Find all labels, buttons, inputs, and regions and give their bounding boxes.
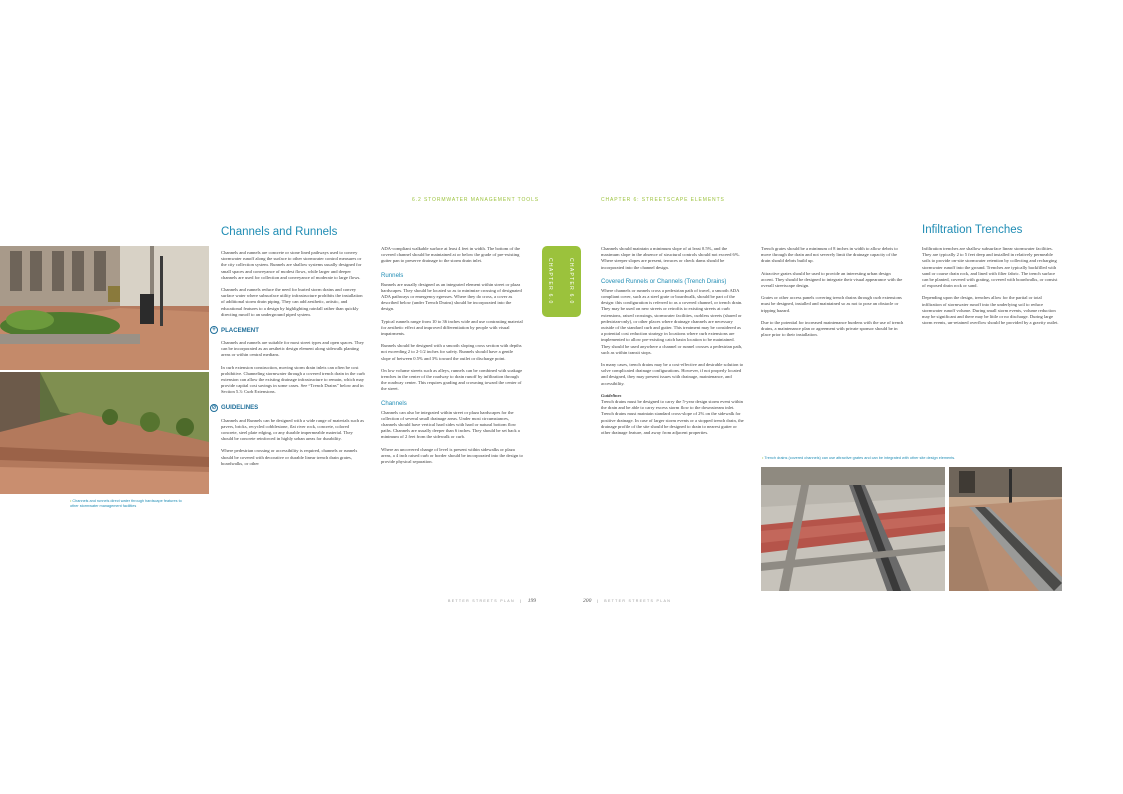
right-column-3 — [601, 246, 744, 442]
caption-bullet-icon: • — [762, 456, 764, 460]
runnels-paragraph-3: Runnels should be designed with a smooth sloping cross section with depths not exceeding 2 to 2-1/2 inches for safety. Runnels should have a gentle slope of between 0.5% and 3% toward the outlet or discharge point. — [381, 343, 522, 361]
channels-heading: Channels — [381, 399, 407, 407]
folio-left-divider: | — [520, 599, 523, 603]
photo-street-planter-image — [0, 246, 209, 370]
footer-right — [583, 598, 671, 604]
channels-paragraph-2: Where an uncovered change of level is present within sidewalks or plaza areas, a 4 inch raised curb or border should be incorporated into the design to provide physical separation. — [381, 446, 523, 465]
access-panel-paragraph: Grates or other access panels covering trench drains through curb extensions must be designed, installed and maintained so as not to pose an obstacle or tripping hazard. — [761, 295, 902, 313]
guidelines-paragraph-1: Channels and Runnels can be designed with a wide range of materials such as pavers, bricks, recycled cobblestone, flat river rock, concrete, colored concrete, steel plate edging, or any durable impermeable material. They should be concrete reinforced in highly urban areas for durability. — [221, 417, 365, 442]
guidelines-heading — [210, 404, 365, 412]
covered-runnels-heading: Covered Runnels or Channels (Trench Drains) — [601, 277, 727, 285]
covered-paragraph-2: In many cases, trench drains may be a cost-effective and desirable solution to solve complicated drainage configurations. However, if not properly located and designed, they may present issues with drainage, maintenance, and accessibility. — [601, 362, 744, 386]
photo-caption-left-text: Channels and runnels direct water through hardscape features to other stormwater management facilities — [70, 499, 182, 508]
ada-paragraph: ADA-compliant walkable surface at least 4 feet in width. The bottom of the covered channel should be maintained at or below the grade of pre-existing gutter pan to preserve drainage to the storm drain inlet. — [381, 246, 521, 264]
photo-trench-drain-plaza-image — [761, 467, 945, 591]
right-column-4 — [761, 246, 904, 344]
placement-heading-label: PLACEMENT — [221, 326, 259, 334]
photo-trench-drain-plaza — [761, 467, 945, 591]
channels-paragraph-1: Channels can also be integrated within street or plaza hardscapes for the collection of several small drainage areas. Under most circumstances, channels should have vertical hard sides with hard or natural bottom flow paths. Channels are usually deeper than 6 inches. They should be set back a minimum of 2 feet from the sidewalk or curb. — [381, 409, 520, 440]
intro-paragraph-1: Channels and runnels are concrete or stone lined pathways used to convey stormwater runoff along the surface to other stormwater control measures or the city collection system. Runnels are shallow systems usually designed for small spaces and conveyance of modest flows, while larger and deeper channels are used for collection and conveyance of moderate to large flows. — [221, 250, 362, 280]
caption-bullet-icon: • — [70, 499, 72, 503]
runnels-paragraph-1: Runnels are usually designed as an integrated element within street or plaza hardscapes. They should be located so as to minimize crossing of designated ADA pathways or emergency egresses. Where they do cross, a cover as described below (under Trench Drains) should be incorporated into the design. — [381, 281, 522, 312]
intro-paragraph-2: Channels and runnels reduce the need for buried storm drains and convey surface water where subsurface utility infrastructure prohibits the installation of additional storm drain piping. They can add aesthetic, artistic, and educational features to a design by highlighting rainfall rather than quickly directing runoff to an underground piped system. — [221, 287, 363, 317]
grate-design-paragraph: Attractive grates should be used to provide an interesting urban design accent. They should be designed to integrate their visual appearance with the overall streetscape design. — [761, 270, 903, 289]
photo-caption-right-text: Trench drains (covered channels) can use attractive grates and can be integrated with other site design elements. — [764, 456, 956, 460]
folio-right-text: BETTER STREETS PLAN — [604, 599, 672, 603]
plus-circle-icon: + — [210, 326, 218, 334]
running-head-right: CHAPTER 6: STREETSCAPE ELEMENTS — [601, 197, 725, 203]
chapter-tab-label-left: CHAPTER 6.0 — [547, 258, 553, 305]
maintenance-paragraph: Due to the potential for increased maintenance burdens with the use of trench drains, a maintenance plan or agreement with private sponsor should be in place prior to their installation. — [761, 319, 904, 338]
photo-runnel-planting — [0, 372, 209, 494]
infiltration-paragraph-1: Infiltration trenches are shallow subsurface linear stormwater facilities. They are typically 2 to 5 feet deep and installed in relatively permeable soils to provide on-site stormwater retention by collecting and recharging stormwater runoff into the ground. Trenches are typically backfilled with sand or coarse drain rock, and lined with filter fabric. The trench surface can be planted, covered with grating, covered with boardwalks, or consist of exposed drain rock or sand. — [922, 246, 1058, 289]
runnels-paragraph-2: Typical runnels range from 10 to 36 inches wide and use contrasting material for aesthetic effect and improved differentiation by people with visual impairments. — [381, 318, 523, 337]
left-column-2 — [381, 246, 523, 471]
guidelines-paragraph-2: Where pedestrian crossing or accessibility is required, channels or runnels should be covered with decorative or durable linear trench drain grates, boardwalks, or other — [221, 448, 358, 466]
placement-heading — [210, 326, 365, 334]
page-number-200: 200 — [583, 598, 592, 604]
photo-trench-drain-sidewalk — [949, 467, 1062, 591]
page-number-199: 199 — [527, 598, 537, 604]
page-title-infiltration-trenches: Infiltration Trenches — [922, 224, 1023, 236]
folio-left-text: BETTER STREETS PLAN — [448, 599, 515, 603]
guidelines-label: Guidelines — [601, 392, 622, 398]
chapter-tab-label-right: CHAPTER 6.0 — [568, 258, 574, 305]
grate-width-paragraph: Trench grates should be a minimum of 8 inches in width to allow debris to move through the drain and not severely limit the drainage capacity of the drain should debris build up. — [761, 246, 898, 264]
photo-runnel-planting-image — [0, 372, 209, 494]
placement-paragraph-2: In curb extension construction, moving storm drain inlets can often be cost prohibitive. Channeling stormwater through a covered trench drain in the curb extension can allow the existing drainage infrastructure to remain, which may provide capital cost savings in some cases. See “Trench Drains” below and in Section 5.3: Curb Extensions. — [221, 364, 365, 395]
slope-paragraph: Channels should maintain a minimum slope of at least 0.5%, and the maximum slope in the absence of structural controls should not exceed 6%. Where steeper slopes are present, terraces or check dams should be incorporated into the channel design. — [601, 246, 740, 270]
infiltration-column — [922, 246, 1062, 332]
photo-caption-left — [70, 499, 185, 509]
footer-left — [448, 598, 536, 604]
chapter-tab — [542, 246, 581, 317]
placement-paragraph-1: Channels and runnels are suitable for most street types and open spaces. They can be incorporated as an aesthetic design element along sidewalk planting areas or within central medians. — [221, 340, 364, 358]
runnels-paragraph-4: On low volume streets such as alleys, runnels can be combined with soakage trenches in the center of the roadway to drain runoff by infiltration through the roadway center. This requires grading and crowning toward the center of the street. — [381, 367, 523, 392]
covered-paragraph-1: Where channels or runnels cross a pedestrian path of travel, a smooth ADA compliant cover, such as a steel grate or boardwalk, should be part of the design: this configuration is referred to as a covered channel, or trench drain. They may be used on new streets or retrofits to existing streets at curb extensions, raised crossings, stormwater facilities, curbless streets (shared or pedestrian-only), or other places where drainage channels are necessary outside of the standard curb and gutter. This treatment may be considered as a potential cost reduction strategy in locations where curb extensions are implemented to allow pre-existing catch basin location to be maintained. They should be used anywhere a channel or runnel crosses a pedestrian path, such as within transit stops. — [601, 287, 743, 355]
photo-caption-right — [762, 456, 1062, 461]
folio-right-divider: | — [596, 599, 599, 603]
page-title-channels-runnels: Channels and Runnels — [221, 226, 338, 238]
running-head-left: 6.2 STORMWATER MANAGEMENT TOOLS — [412, 197, 539, 203]
guidelines-heading-label: GUIDELINES — [221, 404, 259, 412]
trench-guidelines-paragraph: Trench drains must be designed to carry the 5-year design storm event within the drain and be able to carry excess storm flow to the downstream inlet. Trench drains must maintain standard cross-slope of 2% on the sidewalk for positive drainage. In case of larger storm events or a stopped trench drain, the drainage profile of the site should be designed to drain to nearest gutter or other drainage feature, and away from adjacent properties. — [601, 399, 744, 436]
photo-trench-drain-sidewalk-image — [949, 467, 1062, 591]
infiltration-paragraph-2: Depending upon the design, trenches allow for the partial or total infiltration of stormwater runoff into the underlying soil to reduce stormwater runoff volume. During small storm events, volume reduction may be significant and there may be little or no discharge. During large storm events, un-retained overflow should be provided by a gravity outlet. — [922, 295, 1059, 326]
left-column-1 — [211, 250, 365, 473]
runnels-heading: Runnels — [381, 271, 404, 279]
photo-street-planter — [0, 246, 209, 370]
slash-circle-icon: ⊘ — [211, 404, 217, 411]
